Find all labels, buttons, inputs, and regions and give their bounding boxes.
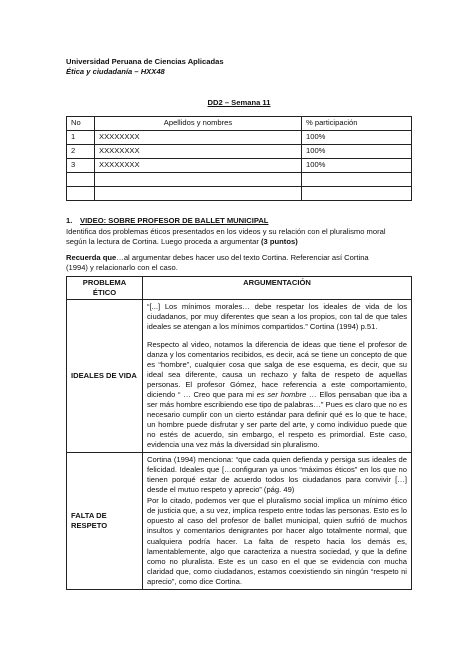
cell-no	[67, 187, 95, 201]
table-row	[67, 131, 412, 145]
cell-no: 2	[67, 145, 95, 159]
quote-paragraph: Cortina (1994) menciona: “que cada quien defienda y persiga sus ideales de felicidad. Ideales que […configuran ya unos “máximos éticos” en los que no tienen porqué estar de acuerdo todos los ciudadanos para convivir […] desde el mutuo respeto y aprecio” (pág. 49)	[147, 455, 407, 495]
cell-name: XXXXXXXX	[95, 159, 302, 173]
table-row-empty	[67, 187, 412, 201]
participants-table	[66, 116, 412, 201]
argument-header-row	[67, 277, 412, 300]
table-header-row	[67, 117, 412, 131]
section-instructions	[66, 227, 412, 247]
column-header-argument: ARGUMENTACIÓN	[143, 277, 412, 300]
cell-no: 1	[67, 131, 95, 145]
reminder-text-2: (1994) y relacionarlo con el caso.	[66, 263, 178, 273]
table-row	[67, 159, 412, 173]
points-label: (3 puntos)	[261, 237, 298, 247]
column-header-participation: % participación	[302, 117, 412, 131]
cell-no	[67, 173, 95, 187]
column-header-problem: PROBLEMA ÉTICO	[67, 277, 143, 300]
section-title-text: VIDEO: SOBRE PROFESOR DE BALLET MUNICIPAL	[80, 216, 269, 226]
reminder-text: …al argumentar debes hacer uso del texto Cortina. Referenciar así Cortina	[116, 253, 369, 263]
cell-participation: 100%	[302, 145, 412, 159]
argument-cell	[143, 453, 412, 589]
table-row	[67, 145, 412, 159]
argument-table	[66, 276, 412, 589]
reminder	[66, 253, 412, 273]
cell-name	[95, 187, 302, 201]
instruction-line: según la lectura de Cortina. Luego proceda a argumentar (3 puntos)	[66, 237, 298, 247]
cell-participation: 100%	[302, 159, 412, 173]
section-1	[66, 216, 412, 590]
problem-cell: FALTA DE RESPETO	[67, 453, 143, 589]
problem-cell: IDEALES DE VIDA	[67, 300, 143, 453]
reminder-label: Recuerda que	[66, 253, 117, 263]
cell-participation	[302, 173, 412, 187]
table-row-empty	[67, 173, 412, 187]
course-name: Ética y ciudadanía – HXX48	[66, 67, 165, 77]
cell-no: 3	[67, 159, 95, 173]
quote-paragraph: “[...] Los mínimos morales… debe respetar los ideales de vida de los ciudadanos, por muy diferentes que sean a los propios, con tal de que tales ideales se atengan a los mínimos compartidos.” Cortina (1994) p.51.	[147, 302, 407, 332]
instruction-line: Identifica dos problemas éticos presentados en los videos y su relación con el pluralismo moral	[66, 227, 386, 237]
cell-participation	[302, 187, 412, 201]
university-name: Universidad Peruana de Ciencias Aplicadas	[66, 57, 224, 66]
argument-row	[67, 300, 412, 453]
section-number: 1.	[66, 216, 73, 226]
column-header-no: No	[67, 117, 95, 131]
cell-name: XXXXXXXX	[95, 145, 302, 159]
argument-row	[67, 453, 412, 589]
document-title: DD2 – Semana 11	[207, 98, 271, 108]
analysis-paragraph: Respecto al video, notamos la diferencia de ideas que tiene el profesor de danza y los comentarios recibidos, es decir, acá se tiene un concepto de que es “hombre”, cualquier cosa que salga de ese esquema, es decir, que su ideal sea diferente, causa un rechazo y falta de respeto de aquellas personas. El profesor Gómez, hace referencia a este comportamiento, diciendo “ … Creo que para mi es ser hombre … Ellos pensaban que iba a ser más hombre escribiendo ese tipo de palabras…” Pues es claro que no es necesario cumplir con un cierto estándar para definir qué es lo que te hace, un hombre puede disfrutar y ser parte del arte, y como individuo puede que no estés de acuerdo, sin embargo, el respeto es primordial. Este caso, evidencia una vez más la diversidad sin pluralismo.	[147, 340, 408, 450]
section-title	[66, 216, 412, 226]
argument-cell	[143, 300, 412, 453]
column-header-name: Apellidos y nombres	[95, 117, 302, 131]
italic-text: es ser hombre	[256, 390, 307, 400]
analysis-paragraph: Por lo citado, podemos ver que el pluralismo social implica un mínimo ético de justicia que, a su vez, implica respeto entre todas las personas. Esto es lo opuesto al caso del profesor de ballet municipal, quien sufrió de muchos insultos y comentarios denigrantes por hacer algo totalmente normal, que cualquiera podría hacer. La falta de respeto hacia los demás es, lamentablemente, algo que caracteriza a nuestra sociedad, y que la define como no pluralista. Este es un caso en el que se evidencia con mucha claridad que, como ciudadanos, estamos coexistiendo sin ningún “respeto ni aprecio”, como dice Cortina.	[147, 496, 407, 586]
cell-name	[95, 173, 302, 187]
cell-participation: 100%	[302, 131, 412, 145]
cell-name: XXXXXXXX	[95, 131, 302, 145]
